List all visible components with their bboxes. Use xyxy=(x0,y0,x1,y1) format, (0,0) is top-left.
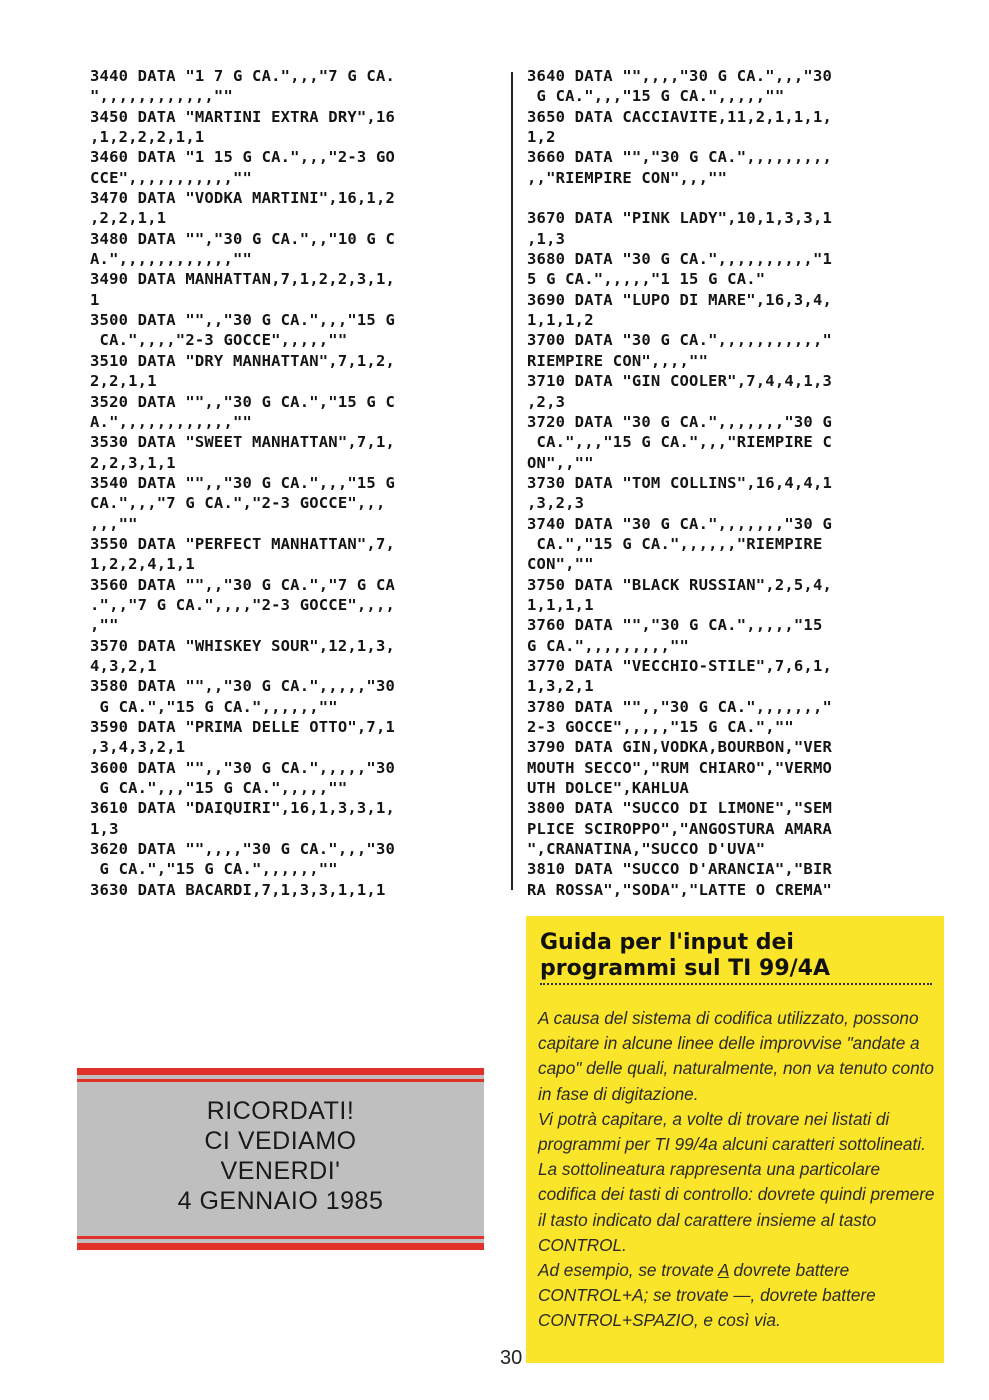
code-line: ,"" xyxy=(90,616,119,635)
code-line: PLICE SCIROPPO","ANGOSTURA AMARA xyxy=(527,819,833,838)
guide-p3-part-1: Ad esempio, se trovate xyxy=(538,1260,718,1281)
code-line xyxy=(527,188,927,208)
code-line: G CA.",,,"15 G CA.",,,,,"" xyxy=(527,87,785,106)
code-line: 3770 DATA "VECCHIO-STILE",7,6,1, xyxy=(527,656,833,675)
guide-dotted-rule xyxy=(540,983,932,985)
code-line: CA.",,,"7 G CA.","2-3 GOCCE",,, xyxy=(90,494,386,513)
red-stripe-top-thin xyxy=(77,1079,484,1082)
code-line: ,,"RIEMPIRE CON",,,"" xyxy=(527,168,728,187)
code-line: A.",,,,,,,,,,,,"" xyxy=(90,250,253,269)
code-line: ,2,2,1,1 xyxy=(90,209,167,228)
red-stripe-top xyxy=(77,1068,484,1075)
code-line: 3570 DATA "WHISKEY SOUR",12,1,3, xyxy=(90,636,396,655)
reminder-line-1: RICORDATI! xyxy=(206,1097,355,1125)
code-line: 3680 DATA "30 G CA.",,,,,,,,,,"1 xyxy=(527,250,833,269)
code-line: 1,2 xyxy=(527,128,556,147)
code-line: RA ROSSA","SODA","LATTE O CREMA" xyxy=(527,880,833,899)
code-line: 2,2,1,1 xyxy=(90,372,157,391)
code-line: ,1,3 xyxy=(527,229,566,248)
guide-p3-part-2: dovrete battere CONTROL+A; se trovate —, dovrete battere CONTROL+SPAZIO, e così via. xyxy=(538,1260,876,1331)
code-line: 3610 DATA "DAIQUIRI",16,1,3,3,1, xyxy=(90,799,396,818)
code-line: CON","" xyxy=(527,555,594,574)
code-line: 3800 DATA "SUCCO DI LIMONE","SEM xyxy=(527,799,833,818)
red-stripe-bottom-thin xyxy=(77,1236,484,1239)
code-line: 3530 DATA "SWEET MANHATTAN",7,1, xyxy=(90,433,396,452)
code-line: 3660 DATA "","30 G CA.",,,,,,,,, xyxy=(527,148,833,167)
code-line: 3510 DATA "DRY MANHATTAN",7,1,2, xyxy=(90,351,396,370)
code-line: 1,3,2,1 xyxy=(527,677,594,696)
code-line: 3470 DATA "VODKA MARTINI",16,1,2 xyxy=(90,189,396,208)
guide-paragraph-3 xyxy=(538,1258,942,1334)
code-line: ,2,3 xyxy=(527,392,566,411)
code-line: CCE",,,,,,,,,,,"" xyxy=(90,168,253,187)
code-line: 2,2,3,1,1 xyxy=(90,453,176,472)
code-line: 3650 DATA CACCIAVITE,11,2,1,1,1, xyxy=(527,107,833,126)
code-line: UTH DOLCE",KAHLUA xyxy=(527,779,690,798)
code-line: 3760 DATA "","30 G CA.",,,,,"15 xyxy=(527,616,823,635)
input-guide-box xyxy=(526,916,944,1363)
page-number: 30 xyxy=(500,1347,523,1369)
code-line: 3450 DATA "MARTINI EXTRA DRY",16 xyxy=(90,107,396,126)
listing-right-column xyxy=(527,66,927,900)
code-line: 1,3 xyxy=(90,819,119,838)
column-divider xyxy=(511,72,513,890)
code-line: CA.",,,"15 G CA.",,,"RIEMPIRE C xyxy=(527,433,833,452)
code-line: ",,,,,,,,,,,,"" xyxy=(90,87,233,106)
code-line: 3810 DATA "SUCCO D'ARANCIA","BIR xyxy=(527,860,833,879)
code-line: 3720 DATA "30 G CA.",,,,,,,"30 G xyxy=(527,412,833,431)
code-line: 3620 DATA "",,,,"30 G CA.",,,"30 xyxy=(90,840,396,859)
code-line: G CA.",,,,,,,,,"" xyxy=(527,636,690,655)
code-line: ON",,"" xyxy=(527,453,594,472)
guide-title-line-2: programmi sul TI 99/4A xyxy=(540,956,830,981)
code-line: 4,3,2,1 xyxy=(90,656,157,675)
code-line: 3520 DATA "",,"30 G CA.","15 G C xyxy=(90,392,396,411)
code-line: ,,,"" xyxy=(90,514,138,533)
code-line: 3630 DATA BACARDI,7,1,3,3,1,1,1 xyxy=(90,880,386,899)
code-line: G CA.",,,"15 G CA.",,,,,"" xyxy=(90,779,348,798)
listing-left-column xyxy=(90,66,490,900)
code-line: RIEMPIRE CON",,,,"" xyxy=(527,351,709,370)
code-line: MOUTH SECCO","RUM CHIARO","VERMO xyxy=(527,758,833,777)
guide-title-line-1: Guida per l'input dei xyxy=(540,930,794,955)
code-line: ,1,2,2,2,1,1 xyxy=(90,128,205,147)
code-line: 1 xyxy=(90,290,100,309)
reminder-line-3: VENERDI' xyxy=(220,1157,341,1185)
code-line: 3550 DATA "PERFECT MANHATTAN",7, xyxy=(90,534,396,553)
guide-paragraph-2: Vi potrà capitare, a volte di trovare nei listati di programmi per TI 99/4a alcuni caratteri sottolineati. La sottolineatura rappresenta una particolare codifica dei tasti di controllo: dovrete quindi premere il tasto indicato dal carattere insieme al tasto CONTROL. xyxy=(538,1108,935,1255)
guide-body xyxy=(538,1006,942,1334)
code-line: 3490 DATA MANHATTAN,7,1,2,2,3,1, xyxy=(90,270,396,289)
code-line: 3740 DATA "30 G CA.",,,,,,,"30 G xyxy=(527,514,833,533)
code-line: CA.","15 G CA.",,,,,,"RIEMPIRE xyxy=(527,534,823,553)
reminder-line-4: 4 GENNAIO 1985 xyxy=(177,1187,384,1215)
guide-title xyxy=(540,930,935,982)
code-line: 3780 DATA "",,"30 G CA.",,,,,,," xyxy=(527,697,833,716)
guide-p3-underlined-key: A xyxy=(717,1260,729,1281)
code-line: 3690 DATA "LUPO DI MARE",16,3,4, xyxy=(527,290,833,309)
code-line: 1,2,2,4,1,1 xyxy=(90,555,195,574)
code-line: ",CRANATINA,"SUCCO D'UVA" xyxy=(527,840,766,859)
code-line: 1,1,1,1 xyxy=(527,595,594,614)
code-line: 3710 DATA "GIN COOLER",7,4,4,1,3 xyxy=(527,372,833,391)
code-line: 3750 DATA "BLACK RUSSIAN",2,5,4, xyxy=(527,575,833,594)
code-line: 2-3 GOCCE",,,,,"15 G CA.","" xyxy=(527,718,794,736)
code-line: 3500 DATA "",,"30 G CA.",,,"15 G xyxy=(90,311,396,330)
code-line: 3700 DATA "30 G CA.",,,,,,,,,,," xyxy=(527,331,833,350)
code-line: 5 G CA.",,,,,"1 15 G CA." xyxy=(527,270,766,289)
code-line: G CA.","15 G CA.",,,,,,"" xyxy=(90,860,338,879)
code-line: 3730 DATA "TOM COLLINS",16,4,4,1 xyxy=(527,473,833,492)
code-line: ,3,2,3 xyxy=(527,494,585,513)
guide-paragraph-1: A causa del sistema di codifica utilizzato, possono capitare in alcune linee delle improvvise "andate a capo" delle quali, naturalmente, non va tenuto conto in fase di digitazione. xyxy=(538,1008,934,1104)
code-line: 3440 DATA "1 7 G CA.",,,"7 G CA. xyxy=(90,67,396,85)
code-line: A.",,,,,,,,,,,,"" xyxy=(90,412,253,431)
code-line: 3540 DATA "",,"30 G CA.",,,"15 G xyxy=(90,473,396,492)
reminder-text xyxy=(77,1096,484,1216)
code-line: 3560 DATA "",,"30 G CA.","7 G CA xyxy=(90,575,396,594)
code-line: .",,"7 G CA.",,,,"2-3 GOCCE",,,, xyxy=(90,595,396,614)
code-line: 3600 DATA "",,"30 G CA.",,,,,"30 xyxy=(90,758,396,777)
code-line: CA.",,,,"2-3 GOCCE",,,,,"" xyxy=(90,331,348,350)
code-line: G CA.","15 G CA.",,,,,,"" xyxy=(90,697,338,716)
code-line: 3460 DATA "1 15 G CA.",,,"2-3 GO xyxy=(90,148,396,167)
code-line: 3580 DATA "",,"30 G CA.",,,,,"30 xyxy=(90,677,396,696)
code-line: 1,1,1,2 xyxy=(527,311,594,330)
code-line: ,3,4,3,2,1 xyxy=(90,738,186,757)
code-line: 3670 DATA "PINK LADY",10,1,3,3,1 xyxy=(527,209,833,228)
red-stripe-bottom xyxy=(77,1243,484,1250)
code-line: 3640 DATA "",,,,"30 G CA.",,,"30 xyxy=(527,67,833,85)
code-line: 3480 DATA "","30 G CA.",,"10 G C xyxy=(90,229,396,248)
code-line: 3790 DATA GIN,VODKA,BOURBON,"VER xyxy=(527,738,833,757)
code-line: 3590 DATA "PRIMA DELLE OTTO",7,1 xyxy=(90,718,396,736)
reminder-box xyxy=(77,1068,484,1250)
reminder-line-2: CI VEDIAMO xyxy=(204,1127,357,1155)
